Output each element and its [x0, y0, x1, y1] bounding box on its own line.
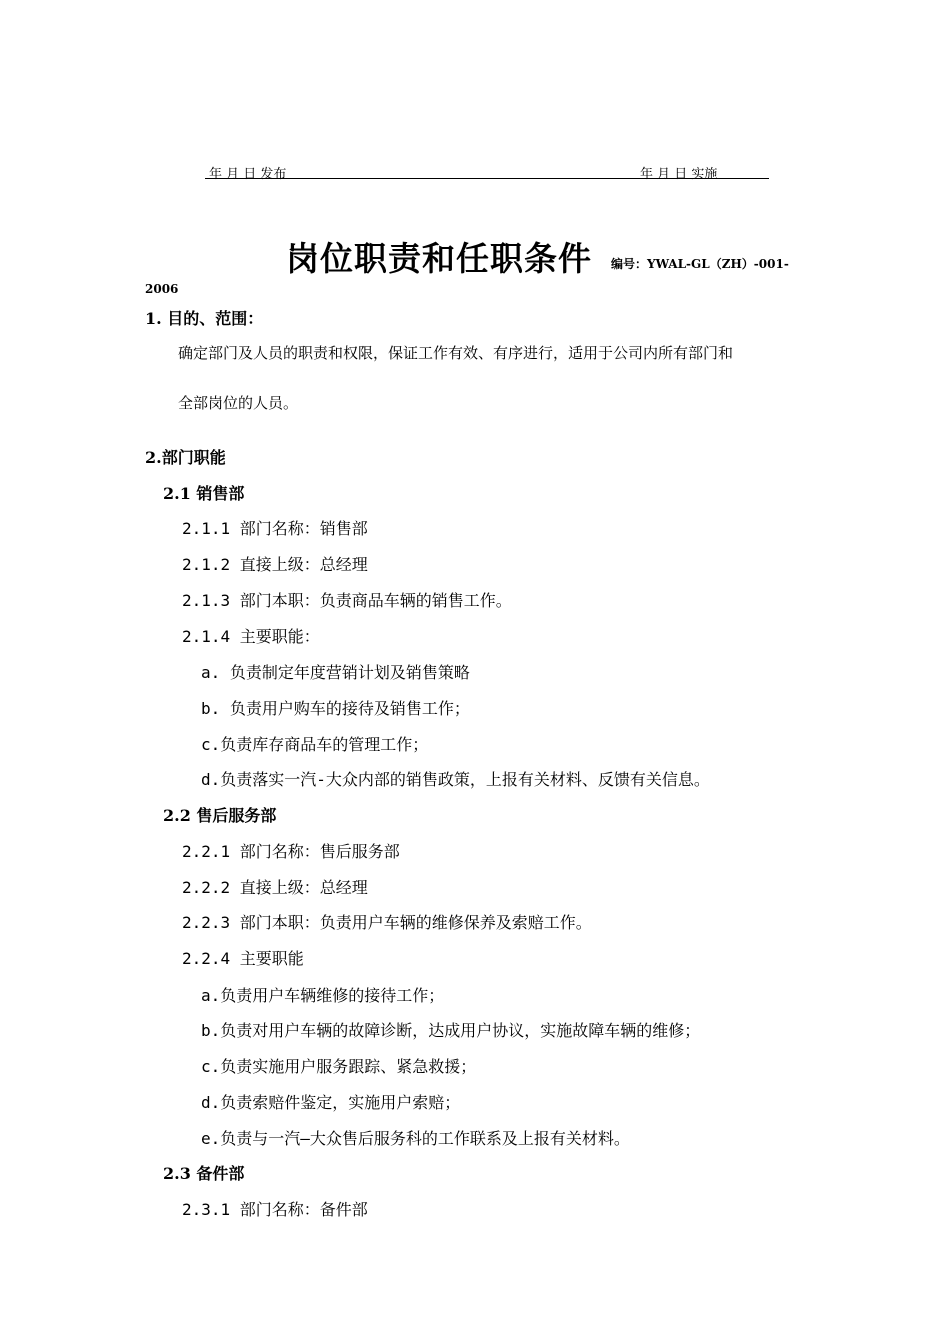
sales-dept-superior: 2.1.2 直接上级：总经理 — [182, 555, 368, 574]
document-title: 岗位职责和任职条件 — [286, 239, 592, 278]
issue-date: 年 月 日 发布 — [209, 167, 287, 182]
service-function-item: b.负责对用户车辆的故障诊断，达成用户协议，实施故障车辆的维修； — [201, 1021, 701, 1040]
service-function-item: c.负责实施用户服务跟踪、紧急救援； — [201, 1057, 477, 1076]
service-dept-superior: 2.2.2 直接上级：总经理 — [182, 878, 368, 897]
sales-dept-name: 2.1.1 部门名称：销售部 — [182, 519, 368, 538]
parts-dept-heading: 2.3 备件部 — [163, 1164, 245, 1183]
section-1-paragraph-line2: 全部岗位的人员。 — [178, 394, 299, 412]
service-function-item: e.负责与一汽—大众售后服务科的工作联系及上报有关材料。 — [201, 1129, 630, 1148]
implementation-date: 年 月 日 实施 — [640, 167, 718, 182]
service-dept-name: 2.2.1 部门名称：售后服务部 — [182, 842, 400, 861]
parts-dept-name: 2.3.1 部门名称：备件部 — [182, 1200, 368, 1219]
service-dept-functions-label: 2.2.4 主要职能 — [182, 949, 304, 968]
sales-function-item: c.负责库存商品车的管理工作； — [201, 735, 429, 754]
section-1-heading: 1. 目的、范围： — [145, 309, 264, 328]
sales-function-item: a. 负责制定年度营销计划及销售策略 — [201, 663, 470, 682]
sales-dept-duty: 2.1.3 部门本职：负责商品车辆的销售工作。 — [182, 591, 512, 610]
document-code-year: 2006 — [145, 282, 179, 296]
sales-dept-functions-label: 2.1.4 主要职能： — [182, 627, 320, 646]
sales-dept-heading: 2.1 销售部 — [163, 484, 245, 503]
service-function-item: d.负责索赔件鉴定，实施用户索赔； — [201, 1093, 461, 1112]
section-1-paragraph-line1: 确定部门及人员的职责和权限，保证工作有效、有序进行，适用于公司内所有部门和 — [178, 344, 734, 362]
document-code: 编号：YWAL-GL（ZH）-001- — [611, 257, 789, 271]
header-divider — [205, 178, 769, 179]
service-function-item: a.负责用户车辆维修的接待工作； — [201, 986, 445, 1005]
section-2-heading: 2.部门职能 — [145, 448, 226, 467]
service-dept-heading: 2.2 售后服务部 — [163, 806, 277, 825]
sales-function-item: b. 负责用户购车的接待及销售工作； — [201, 699, 470, 718]
sales-function-item: d.负责落实一汽-大众内部的销售政策，上报有关材料、反馈有关信息。 — [201, 770, 710, 789]
service-dept-duty: 2.2.3 部门本职：负责用户车辆的维修保养及索赔工作。 — [182, 913, 592, 932]
